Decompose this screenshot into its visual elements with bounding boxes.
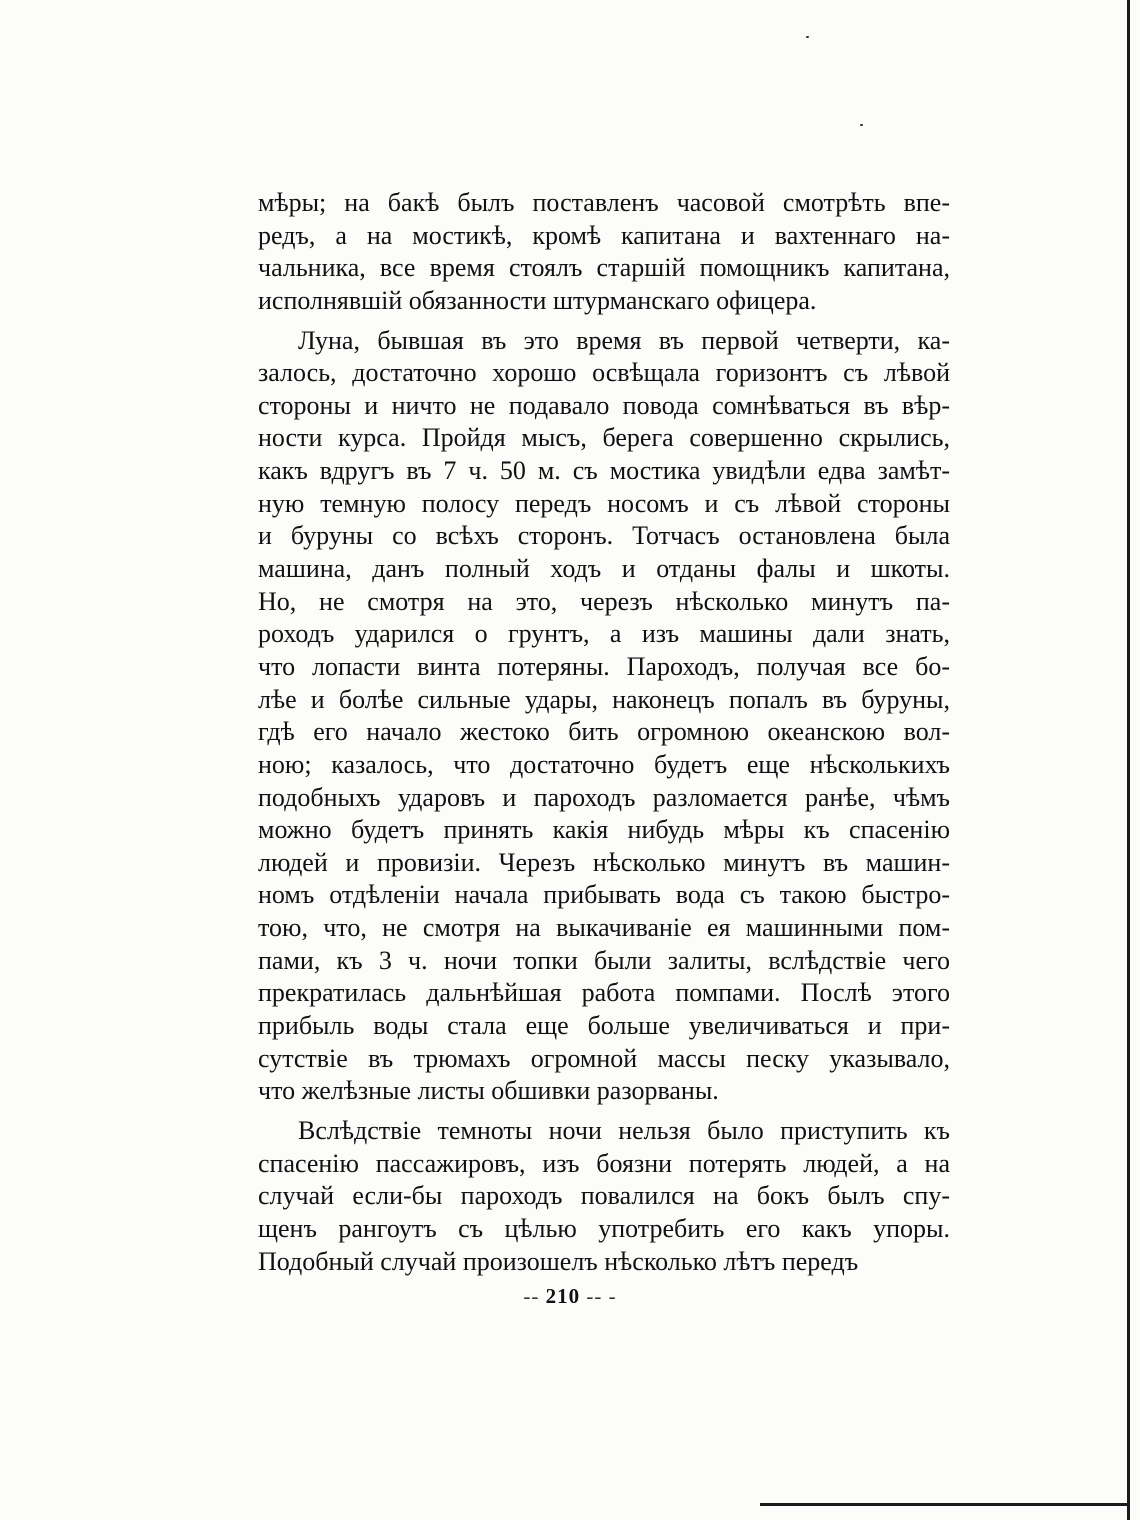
text-line: какъ вдругъ въ 7 ч. 50 м. съ мостика увидѣли едва замѣт- xyxy=(258,456,950,486)
text-line: Луна, бывшая въ это время въ первой четверти, ка- xyxy=(298,325,950,355)
text-line: Но, не смотря на это, черезъ нѣсколько минутъ па- xyxy=(258,586,950,616)
text-line: Вслѣдствіе темноты ночи нельзя было приступить къ xyxy=(298,1115,950,1145)
text-line: пами, къ 3 ч. ночи топки были залиты, вслѣдствіе чего xyxy=(258,945,950,975)
paragraph xyxy=(258,1115,950,1278)
text-line: ности курса. Пройдя мысъ, берега совершенно скрылись, xyxy=(258,423,950,453)
text-line: тою, что, не смотря на выкачиваніе ея машинными пом- xyxy=(258,913,950,943)
paragraph xyxy=(258,187,950,318)
folio-dash-right: -- - xyxy=(586,1284,617,1308)
text-line: прекратилась дальнѣйшая работа помпами. Послѣ этого xyxy=(258,978,950,1008)
text-line: номъ отдѣленіи начала прибывать вода съ такою быстро- xyxy=(258,880,950,910)
text-line: случай если-бы пароходъ повалился на бокъ былъ спу- xyxy=(258,1181,950,1211)
text-line: ною; казалось, что достаточно будетъ еще нѣсколькихъ xyxy=(258,749,950,779)
text-line: лѣе и болѣе сильные удары, наконецъ попалъ въ буруны, xyxy=(258,684,950,714)
text-line: щенъ рангоутъ съ цѣлью употребить его какъ упоры. xyxy=(258,1213,950,1243)
text-line: гдѣ его начало жестоко бить огромною океанскою вол- xyxy=(258,717,950,747)
text-line: машина, данъ полный ходъ и отданы фалы и шкоты. xyxy=(258,554,950,584)
text-line: залось, достаточно хорошо освѣщала горизонтъ съ лѣвой xyxy=(258,358,950,388)
text-line: исполнявшій обязанности штурманскаго офицера. xyxy=(258,285,817,315)
text-line: подобныхъ ударовъ и пароходъ разломается ранѣе, чѣмъ xyxy=(258,782,950,812)
scan-speck xyxy=(806,36,809,38)
text-line: чальника, все время стоялъ старшій помощникъ капитана, xyxy=(258,253,950,283)
text-line: сутствіе въ трюмахъ огромной массы песку указывало, xyxy=(258,1043,950,1073)
text-line: можно будетъ принять какія нибудь мѣры къ спасенію xyxy=(258,815,950,845)
text-line: Подобный случай произошелъ нѣсколько лѣтъ передъ xyxy=(258,1246,859,1276)
paragraph-gap xyxy=(258,1108,950,1115)
text-line: что желѣзные листы обшивки разорваны. xyxy=(258,1076,719,1106)
text-line: мѣры; на бакѣ былъ поставленъ часовой смотрѣть впе- xyxy=(258,188,950,217)
text-line: ную темную полосу передъ носомъ и съ лѣвой стороны xyxy=(258,488,950,518)
folio-dash-left: -- xyxy=(523,1284,540,1308)
paragraph-gap xyxy=(258,318,950,325)
text-line: спасенію пассажировъ, изъ боязни потерять людей, а на xyxy=(258,1148,950,1178)
text-line: людей и провизіи. Черезъ нѣсколько минутъ въ машин- xyxy=(258,847,950,877)
text-line: редъ, а на мостикѣ, кромѣ капитана и вахтеннаго на- xyxy=(258,220,950,250)
page-number-footer xyxy=(0,1284,1140,1309)
text-line: и буруны со всѣхъ сторонъ. Тотчасъ остановлена была xyxy=(258,521,950,551)
text-line: прибыль воды стала еще больше увеличиваться и при- xyxy=(258,1011,950,1041)
scan-speck xyxy=(860,124,863,126)
text-line: стороны и ничто не подавало повода сомнѣваться въ вѣр- xyxy=(258,390,950,420)
text-line: что лопасти винта потеряны. Пароходъ, получая все бо- xyxy=(258,651,950,681)
page-edge-bottom xyxy=(760,1503,1130,1506)
text-line: роходъ ударился о грунтъ, а изъ машины дали знать, xyxy=(258,619,950,649)
paragraph xyxy=(258,325,950,1108)
body-text xyxy=(258,187,950,1278)
page-number: 210 xyxy=(545,1284,581,1308)
